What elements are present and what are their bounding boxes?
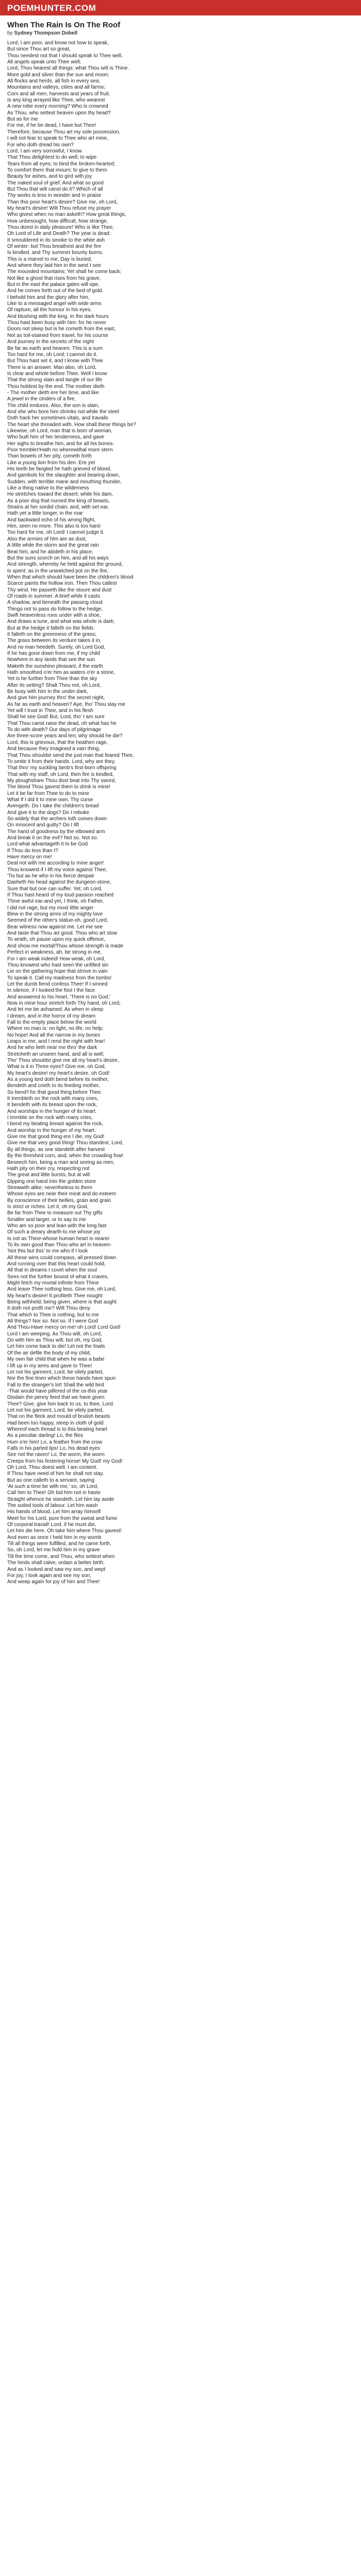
poem-line: And leave Thee nothing less. Give me, oh Lord, (7, 1286, 117, 1293)
poem-line: Let him come back to die! Let not the fowls (7, 1344, 105, 1350)
poem-line: A new robe every morning? Who is crowned (7, 104, 108, 110)
poem-line: Till all things were fulfilled, and he came forth, (7, 1541, 111, 1547)
poem-line: That which to Thee is nothing, but to me (7, 1312, 99, 1318)
poem-line: Lord, Thou hearest all things: what Thou wilt is Thine. (7, 65, 129, 72)
poem-line: My heart's desire! Wilt Thou refuse my prayer (7, 205, 111, 211)
poem-line: And backward echo of his wrong flight, (7, 517, 96, 523)
poem-line: Had been too happy, steep in cloth of gold (7, 1420, 104, 1426)
poem-line: Scarce paints the hollow iron. Then Thou callest (7, 581, 117, 587)
poem-line: And no man heedeth. Surely, oh Lord God, (7, 644, 105, 650)
poem-line: And because they imagined a vain thing, (7, 746, 101, 752)
poem-line: For who doth dread his own? (7, 142, 74, 148)
poem-line: Him, seen no more. This also is too hard- (7, 523, 102, 530)
poem-line: Avengeth. Do I take the children's bread (7, 803, 99, 809)
poem-line: But the suns scorch on him, and all his ways (7, 555, 109, 561)
poem-line: By conscience of their bellies, grain and grain (7, 1197, 111, 1204)
poem-line: Let the dumb fiend confess Thee! If I sinned (7, 981, 108, 987)
poem-line: Stretcheth an unseen hand, and all is well; (7, 1051, 104, 1057)
poem-line: Do with him as Thou wilt; but oh, my God, (7, 1337, 103, 1344)
poem-line: That Thou canst raise the dead, oh what has he (7, 720, 117, 726)
poem-line: And taste that Thou art good. Thou who art slow (7, 930, 118, 937)
poem-line: Sudden, with terrible mane and mouthing thunder, (7, 479, 122, 485)
poem-line: Sure that but one can suffer. Yet, oh Lord, (7, 886, 103, 892)
poem-line: My own fair child that when he was a babe (7, 1357, 105, 1363)
poem-line: And weep again for joy of him and Thee! (7, 1579, 100, 1585)
poem-line: Thine awful ear-and yet, I think, oh Father, (7, 899, 104, 905)
poem-line: Perfect in weakness, ah, be strong in me, (7, 950, 102, 956)
poem-line: Be far as earth and heaven. This is a sum (7, 345, 103, 351)
poem-line: Give me that very good thing! Thou standest, Lord, (7, 1140, 123, 1146)
poem-line: Call him to Thee! Oh bid him not in haste (7, 1490, 101, 1496)
poem-line: Meet for his Lord, pure from the sweat and fume (7, 1515, 118, 1521)
poem-line: And worship in the hunger of my heart. (7, 1127, 96, 1133)
poem-line: That thro' my suckling lamb's first-born offspring (7, 765, 117, 771)
poem-line: His teeth be fangled he hath grieved of blood, (7, 466, 111, 472)
poem-line: The hinds shall calve, ordain a better birth; (7, 1560, 105, 1566)
poem-line: If Thou do less than I? (7, 848, 58, 854)
poem-line: To wrath, oh pause upon my quick offence, (7, 937, 105, 943)
poem-line: Oh Lord, Thou doest well. I am content. (7, 1465, 97, 1470)
poem-title: When The Rain Is On The Roof (7, 21, 121, 29)
poem-line: Thou knowest who hast seen the unfilled sin (7, 962, 109, 968)
poem-line: My heart's desire! It profiteth Thee nought (7, 1293, 103, 1299)
poem-line: And he who lieth near me thro' the dark (7, 1045, 97, 1051)
poem-line: Seemed of the other's statue-oh, good Lord, (7, 918, 108, 924)
poem-line: Her sighs to breathe him, and for all his bones- (7, 440, 114, 447)
poem-line: And running over that this heart could hold, (7, 1261, 106, 1267)
poem-line: By the threshed corn, and, when the crowding fowl (7, 1153, 123, 1159)
poem-line: And give him journey thro' the secret night, (7, 695, 105, 701)
poem-line: All flocks and herds, all fish in every sea; (7, 78, 101, 84)
poem-line: Like a young lion from his den. Ere yet (7, 460, 95, 466)
poem-line: That the strong slain and tangle of our life (7, 377, 103, 383)
poem-byline (7, 30, 354, 36)
poem-line: But in the east the palace gates will ope, (7, 282, 100, 288)
poem-line: And break it on the evil? Not so. Not so. (7, 835, 99, 841)
poem-line: But as one calleth to a servant, saying (7, 1477, 94, 1483)
poem-line: I dream, and in the horror of my dream (7, 1013, 96, 1019)
poem-line: Thee? Give, give him back to us, to thee, Lord. (7, 1401, 114, 1407)
poem-line: See not the raven! Lo, the worm, the worm (7, 1452, 105, 1458)
poem-line: Thou doest in daily pleasure! Who is like Thee, (7, 224, 114, 230)
poem-line: Be far from Thee to measure out Thy gifts (7, 1210, 103, 1216)
poem-line: All things? Nor so. Not so. If I were God (7, 1318, 98, 1325)
poem-line: Therefore, because Thou art my sole possession, (7, 129, 121, 135)
poem-line: I behold him and the glory after him, (7, 294, 90, 300)
poem-line: Whose eyes are near their meat and do esteem (7, 1191, 117, 1197)
poem-line: It falleth on the greenness of the grass; (7, 631, 96, 637)
poem-line: Is clear and whole before Thee. Well I know (7, 370, 107, 377)
poem-line: Now in mine hour stretch forth Thy hand, oh Lord, (7, 1000, 121, 1006)
poem-line: Is kindled, and Thy summer bounty burns. (7, 250, 104, 256)
poem-line: He stretches toward the desert; while his dam, (7, 492, 113, 498)
poem-line: Corn and all men, harvests and years of fruit. (7, 91, 110, 97)
poem-line: Lord I am weeping. As Thou wilt, oh Lord, (7, 1331, 102, 1337)
poem-line: Who givest when no man asketh? How great things, (7, 212, 126, 218)
poem-line: Thou needest not that I should speak to Thee well. (7, 53, 123, 59)
poem-line: The blood Thou gavest them to drink is mine! (7, 784, 110, 790)
poem-line: Lord, this is grievous, that the heathen rage, (7, 739, 108, 745)
poem-line: Than bowels of her pity, cometh forth (7, 453, 92, 460)
poem-line: Disdain the penny feed that we have given (7, 1395, 105, 1401)
poem-line: Thou hast been busy with him: for he never (7, 320, 106, 326)
poem-line: Bear witness now against me. Let me see (7, 924, 103, 930)
poem-line: Blew in the strong arms of my mighty love (7, 911, 103, 918)
poem-line: Being withheld; being given, where is that aught (7, 1299, 117, 1306)
poem-line: As a poor dog that nursed the king of beasts, (7, 498, 110, 504)
poem-line: More gold and silver than the sun and moon; (7, 72, 109, 78)
poem-line: By all things, as one standeth after harvest (7, 1146, 105, 1153)
poem-line: A shadow, and beneath the passing cloud (7, 600, 103, 606)
poem-line: It bendeth with its breast upon the rock, (7, 1102, 97, 1108)
poem-line: Hum o'er him! Lo, a feather from the crow (7, 1439, 103, 1445)
poem-line: So widely that the archers loth comes down (7, 816, 107, 822)
site-logo[interactable]: POEMHUNTER.COM (7, 3, 96, 13)
poem-line: As a peculiar darling! Lo, the flies (7, 1433, 84, 1439)
poem-line: Lord, I am very sorrowful, I know (7, 148, 82, 154)
poem-line: To smite it from their hands. Lord, why are they, (7, 758, 116, 765)
poem-line: Where no man is: no light, no life, no help; (7, 1026, 104, 1032)
poem-line: Is not as Thine-whose human heart is nearer (7, 1235, 110, 1242)
poem-line: Beauty for ashes, and to gird with joy (7, 174, 92, 180)
poem-line: So, oh Lord, let me hold him in my grave (7, 1547, 100, 1553)
poem-line: Let it be far from Thee to do to mine (7, 790, 89, 796)
poem-line: Thou knowest if I lift my voice against Thee, (7, 867, 107, 873)
poem-line: I will not fear to speak to Thee who art mine, (7, 135, 109, 142)
poem-line: Maketh the sunshine pleasant, if the earth (7, 663, 103, 669)
poem-line: My heart's desire! my heart's desire, oh God! (7, 1070, 110, 1076)
poem-line: As far as earth and heaven? Aye, tho' Thou slay me (7, 701, 125, 707)
poem-line: Strewwith alike; nevertheless to them (7, 1184, 93, 1191)
poem-line: The great and little bursts, but at will (7, 1172, 90, 1178)
poem-line: Leaps in me, and I rend the night with fear! (7, 1038, 105, 1044)
poem-line: Have mercy on me! (7, 854, 52, 860)
poem-line: To its own good than Thou who art in heaven- (7, 1242, 112, 1248)
poem-line: Is any king arrayed like Thee, who wearest (7, 97, 105, 104)
poem-line: Like to a messaged angel with wide arms (7, 301, 102, 307)
poem-line: But Thou hast set it, and I know with Thee (7, 358, 103, 364)
poem-line: If he has gone down from me, if my child (7, 651, 100, 656)
poem-line: If Thou hast heard of my loud passion reached (7, 892, 114, 899)
poem-line: A jewel in the cinders of a fire, (7, 396, 76, 402)
poem-line: Yet will I trust in Thee, and in his flesh (7, 708, 93, 714)
poem-line: Of winter: but Thou breathest and the fire (7, 244, 102, 249)
poem-author-name[interactable]: Sydney Thompson Dobell (14, 30, 78, 36)
poem-line: Might fetch my mortal infinite from Thine (7, 1280, 99, 1286)
poem-line: Sees not the further bound of what it craves, (7, 1274, 109, 1280)
poem-line: Beseech him, being a man and seeing as men, (7, 1159, 115, 1165)
poem-line: For me, if he be dead, I have but Thee! (7, 123, 96, 129)
poem-line: Than this poor heart's desire? Give me, oh Lord, (7, 199, 118, 205)
poem-line: All these wins could compass, all pressed down (7, 1255, 117, 1261)
poem-line: Fall to the stranger's lot! Shall the wild bird (7, 1382, 104, 1388)
poem-line: 'Tis but as he who in his fierce despair (7, 873, 94, 879)
poem-line: When that which should have been the children's blood (7, 574, 134, 580)
poem-line: Of the air defile the body of my child, (7, 1350, 91, 1356)
site-header (0, 0, 361, 15)
poem-line: That on the fleck and mould of brutish beasts (7, 1414, 110, 1420)
poem-line: It smouldered in its smoke to the white ash (7, 237, 105, 243)
poem-line: Creeps from his festering horse! My God! my God! (7, 1458, 123, 1464)
poem-line: It doth not profit me? Wilt Thou deny (7, 1306, 91, 1312)
poem-line: And blushing with the king. In the dark hours (7, 313, 109, 319)
poem-line: Lord what advantageth it to be God (7, 841, 88, 848)
poem-line: And worships in the hunger of its heart. (7, 1108, 97, 1114)
poem-line: The soiled tools of labour. Let him wash (7, 1503, 98, 1509)
poem-line: Nowhere in any lands that see the sun (7, 657, 95, 663)
poem-line: Not like a ghost that rises from his grave, (7, 275, 101, 281)
poem-line: Bendeth and crieth to its feeding mother, (7, 1083, 100, 1089)
poem-line: But as for me (7, 116, 38, 123)
poem-line: Thy works is less in wonder and in praise (7, 193, 102, 199)
poem-line: To do with death? Our days of pilgrimage (7, 727, 101, 733)
poem-line: Are three-score years and ten; why should he die? (7, 733, 123, 739)
poem-line: Fall to the empty place below the world (7, 1019, 96, 1025)
poem-line: And give it to the dogs? Do I rebuke (7, 809, 89, 816)
poem-line: Of such a dreary dearth-to me whose joy (7, 1229, 101, 1235)
poem-line: Whereof each thread is to this beating heart (7, 1426, 108, 1432)
poem-line: Of corporal travail! Lord, if he must die, (7, 1522, 96, 1528)
poem-line: The naked soul of grief. And what so good (7, 180, 104, 186)
poem-line: And Thou-Have mercy on me! oh Lord! Lord God! (7, 1325, 121, 1331)
poem-line: But since Thou art so great, (7, 46, 71, 53)
poem-line: Things not to pass do follow to the hedge, (7, 606, 103, 612)
poem-line: All that in dreams I covet when the soul (7, 1267, 97, 1274)
poem-line: And answered to his heart, 'There is no God,' (7, 994, 111, 1000)
poem-line: Beat him, and he abideth in his place, (7, 549, 93, 555)
poem-line: My ploughshare Thou dost beat into Thy sword, (7, 777, 116, 784)
poem-line: But at the hedge it falleth on the fields (7, 625, 94, 631)
poem-line: And he comes forth out of the bed of gold. (7, 288, 104, 294)
byline-prefix: by (7, 30, 13, 36)
poem-line: A little while the storm and the great rain (7, 543, 99, 549)
poem-line: I did not rage, but my most little anger (7, 905, 94, 911)
poem-line: Likewise, oh Lord, man that is born of woman, (7, 428, 112, 434)
poem-line: Let not his garment, Lord, be vilely parted, (7, 1407, 104, 1413)
poem-line: Till the time come, and Thou, who settest when (7, 1553, 115, 1560)
poem-line: And even as once I held him in my womb (7, 1534, 102, 1540)
poem-line: Shall he see God! But, Lord, tho' I am sure (7, 714, 105, 720)
poem-line: In silence, if I looked the fool I the face (7, 988, 95, 994)
poem-line: And gambols for the slaughter and bearing down, (7, 472, 120, 479)
poem-line: How unbesought, how difficult, how strange, (7, 218, 108, 224)
poem-line: Oh Lord of Life and Death? The year is dead; (7, 231, 111, 237)
poem-line: Falls in his parted lips! Lo, his dead eyes (7, 1445, 101, 1451)
poem-line: I lift up in my arms and gave to Thee! (7, 1363, 92, 1369)
poem-line: And let me be ashamed. As when in sleep (7, 1007, 104, 1013)
poem-line: Be busy with him in the under-dark, (7, 689, 88, 695)
poem-line: Hath pity on their cry, respecting not (7, 1165, 90, 1172)
poem-line: Thou holdest by the end. The mother dieth (7, 383, 105, 389)
poem-line: And show me mortal!Thou whose strength is made (7, 943, 124, 949)
poem-line: His hands of blood. Let him array himself (7, 1509, 101, 1515)
poem-line: Nor the fine linen which these hands have spun (7, 1376, 116, 1382)
poem-line: Who am so poor and lean with the long fast (7, 1223, 107, 1229)
poem-line: Dasheth his head against the dungeon-stone, (7, 879, 111, 886)
poem-line: Hath smoothed o'er him as waters o'er a stone, (7, 670, 115, 676)
poem-line: And strength, whereby he held against the ground, (7, 562, 123, 568)
poem-line: Who built him of her tenderness, and gave (7, 434, 104, 440)
poem-line: The mounded mountains; Yet shall he come back; (7, 269, 122, 275)
poem-line: Dipping one hand into the golden store (7, 1178, 96, 1184)
poem-line: Poor trembler!Hath no wherewithal more stern (7, 447, 113, 453)
poem-line: Also the armies of him are as dust; (7, 536, 87, 542)
poem-line: That Thou delightest to do well; to wipe (7, 155, 97, 161)
poem-line: And where they laid him in the west I see (7, 263, 101, 269)
poem-line: Smaller and larger, or to say to me (7, 1216, 86, 1223)
poem-line: So bend'l for that good thing before Thee. (7, 1089, 103, 1095)
poem-line: The grass between its verdure takes it in, (7, 638, 102, 644)
poem-line: And journey in the secrets of the night (7, 339, 94, 345)
poem-line: 'Not this but this' to me who if I look (7, 1248, 88, 1255)
poem-line: Tears from all eyes; to bind the broken-hearted; (7, 161, 116, 167)
poem-line: There is an answer. Man also, oh Lord, (7, 364, 96, 370)
poem-line: For joy, I look again and see my son, (7, 1572, 91, 1579)
poem-line: And as I looked and saw my son, and wept (7, 1566, 106, 1572)
poem-line: For I am weak indeed! How weak, oh Lord, (7, 956, 106, 962)
poem-line: Too hard for me, oh Lord; I cannot do it. (7, 351, 98, 358)
poem-line: Hath yet a little longer, in the roar (7, 511, 83, 517)
poem-line: No hope! And all the narrow in my bones (7, 1032, 101, 1038)
poem-line: Tho' Thou shouldst give me all my heart's desire, (7, 1058, 119, 1063)
poem-line: What is it in Three eyes? Give me, oh God, (7, 1064, 106, 1070)
poem-line: Is strict or riches. Let it, oh my God, (7, 1204, 89, 1210)
poem-line: Lie on the gathering hope that strove in vain (7, 969, 108, 975)
poem-line: The heart she threaded with. How shall these things be? (7, 421, 136, 428)
poem-line: After its setting? Shalt Thou not, oh Lord, (7, 682, 101, 688)
poem-header (7, 21, 354, 36)
poem-line: Straight whence he standeth. Let him lay aside (7, 1496, 114, 1502)
poem-body (7, 40, 354, 1586)
poem-line: Deal not with me according to mine anger! (7, 860, 104, 867)
poem-line: Doth hack her sometimes vitals, and travails (7, 415, 108, 421)
poem-line: Like a thing native to the wilderness (7, 485, 89, 492)
poem-line: Swift heavenless runs under with a shoe, (7, 612, 101, 618)
poem-line: That Thou shouldst send the just man that feared Thee, (7, 752, 134, 758)
poem-line: Lord, I am poor, and know not how to speak, (7, 40, 109, 46)
poem-line: If Thou have need of him he shall not stay. (7, 1471, 104, 1477)
poem-line: Is spent: as in the unwatched pot on the fire, (7, 568, 109, 574)
poem-line: It trembleth on the rock with many cries, (7, 1096, 99, 1102)
poem-line: All angels speak unto Thee well; (7, 59, 81, 65)
poem-line: As Thou, who settest heaven upon thy head? (7, 110, 111, 116)
poem-line: On innocent and guilty? Do I lift (7, 822, 79, 828)
poem-line: Mountains and valleys, cities and all farms; (7, 84, 106, 91)
poem-line: To comfort them that mourn; to give to them (7, 167, 107, 173)
poem-line: Strains at her sordid chain, and, with set ear, (7, 504, 109, 511)
poem-line: Of roads in summer. A brief while it casts (7, 593, 101, 599)
poem-line: The child endures. Also, the son is slain, (7, 402, 100, 409)
poem-line: Let him die here. Oh take him where Thou gavest! (7, 1528, 122, 1534)
poem-line: And she who bore him shrinks not while the steel (7, 409, 119, 415)
poem-line: This is a marvel to me. Day is buried, (7, 256, 92, 262)
poem-line: I bend my beating breast against the rock, (7, 1121, 104, 1127)
poem-line: What if I did it to mine own, Thy curse (7, 796, 93, 803)
poem-line: Thy wind. He passeth like the stoure and dust (7, 587, 112, 593)
poem-line: I tremble on the rock with many cries, (7, 1115, 93, 1121)
poem-line: Let not his garment, Lord, be vilely parted, (7, 1369, 104, 1375)
poem-line: As a young lord doth bend before its mother, (7, 1077, 109, 1083)
poem-line: -That would have pilfered of the ox-this year (7, 1388, 108, 1394)
poem-line: Doors not sleep but is he cometh from the east, (7, 326, 116, 332)
poem-line: The hand of goodness by the elbowed arm (7, 828, 105, 835)
poem-line: Give me that good thing ere I die, my God! (7, 1134, 105, 1140)
poem-line: To speak it. Call my madness from the tombs! (7, 975, 112, 981)
poem-line: But Thou that wilt canst do it? Which of all (7, 186, 103, 192)
poem-line: 'At such a time be with me,' so, oh Lord, (7, 1484, 99, 1490)
poem-line: Too hard for me, oh Lord! I cannot judge it. (7, 530, 105, 536)
poem-line: And draws a tune, and what was whole is dark; (7, 619, 115, 625)
poem-line: Yet is he further from Thee than the sky (7, 676, 97, 682)
poem-line: That with my staff, oh Lord, then fire is kindled, (7, 771, 114, 777)
poem-line: - The mother dieth ere her time, and like (7, 389, 99, 396)
poem-line: Not as toil-stained from travel, for his course (7, 332, 108, 338)
poem-line: Of rapture, all the honour in his eyes. (7, 307, 92, 313)
